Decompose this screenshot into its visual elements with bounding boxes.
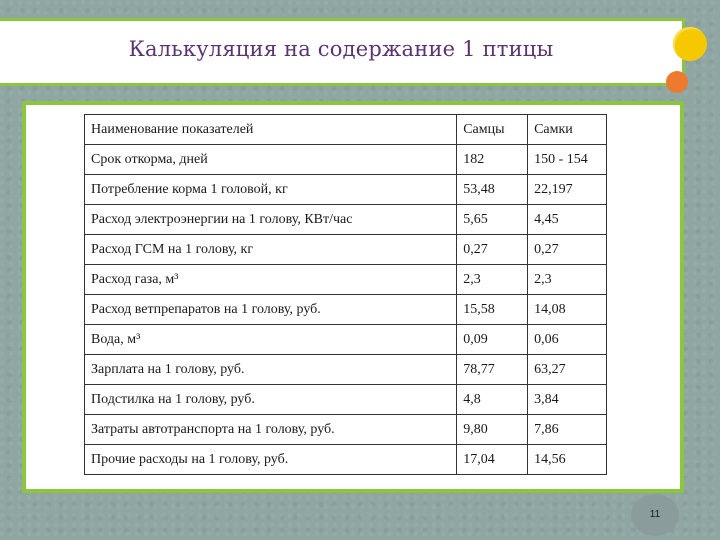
yellow-circle-decoration	[673, 27, 707, 61]
row-label: Затраты автотранспорта на 1 голову, руб.	[85, 415, 457, 445]
row-value-females: 14,08	[528, 295, 607, 325]
row-value-males: 78,77	[457, 355, 528, 385]
row-label: Вода, м³	[85, 325, 457, 355]
row-value-females: 2,3	[528, 265, 607, 295]
row-label: Подстилка на 1 голову, руб.	[85, 385, 457, 415]
table-row	[85, 175, 607, 205]
table-row	[85, 415, 607, 445]
row-value-females: 0,06	[528, 325, 607, 355]
row-value-females: 3,84	[528, 385, 607, 415]
row-value-males: 0,27	[457, 235, 528, 265]
row-value-males: 53,48	[457, 175, 528, 205]
row-value-males: 5,65	[457, 205, 528, 235]
row-label: Срок откорма, дней	[85, 145, 457, 175]
table-row	[85, 145, 607, 175]
row-label: Зарплата на 1 голову, руб.	[85, 355, 457, 385]
row-value-females: 150 - 154	[528, 145, 607, 175]
slide-title: Калькуляция на содержание 1 птицы	[128, 37, 554, 61]
table-row	[85, 445, 607, 475]
table-row	[85, 385, 607, 415]
row-label: Расход электроэнергии на 1 голову, КВт/час	[85, 205, 457, 235]
row-value-females: 7,86	[528, 415, 607, 445]
row-label: Потребление корма 1 головой, кг	[85, 175, 457, 205]
row-value-males: 182	[457, 145, 528, 175]
calculation-table	[84, 114, 607, 475]
table-row	[85, 355, 607, 385]
row-label: Расход газа, м³	[85, 265, 457, 295]
table-row	[85, 205, 607, 235]
header-cell-indicator: Наименование показателей	[85, 115, 457, 145]
table-row	[85, 265, 607, 295]
table-row	[85, 295, 607, 325]
row-label: Прочие расходы на 1 голову, руб.	[85, 445, 457, 475]
row-value-females: 14,56	[528, 445, 607, 475]
table-row	[85, 325, 607, 355]
row-value-males: 0,09	[457, 325, 528, 355]
table-row	[85, 235, 607, 265]
row-value-males: 4,8	[457, 385, 528, 415]
row-value-males: 15,58	[457, 295, 528, 325]
row-label: Расход ГСМ на 1 голову, кг	[85, 235, 457, 265]
page-number: 11	[631, 494, 679, 536]
row-value-females: 63,27	[528, 355, 607, 385]
row-value-females: 4,45	[528, 205, 607, 235]
header-cell-females: Самки	[528, 115, 607, 145]
table-header-row	[85, 115, 607, 145]
row-value-females: 22,197	[528, 175, 607, 205]
row-label: Расход ветпрепаратов на 1 голову, руб.	[85, 295, 457, 325]
row-value-males: 17,04	[457, 445, 528, 475]
title-band	[0, 18, 685, 86]
row-value-females: 0,27	[528, 235, 607, 265]
row-value-males: 2,3	[457, 265, 528, 295]
orange-circle-decoration	[666, 71, 688, 93]
header-cell-males: Самцы	[457, 115, 528, 145]
row-value-males: 9,80	[457, 415, 528, 445]
